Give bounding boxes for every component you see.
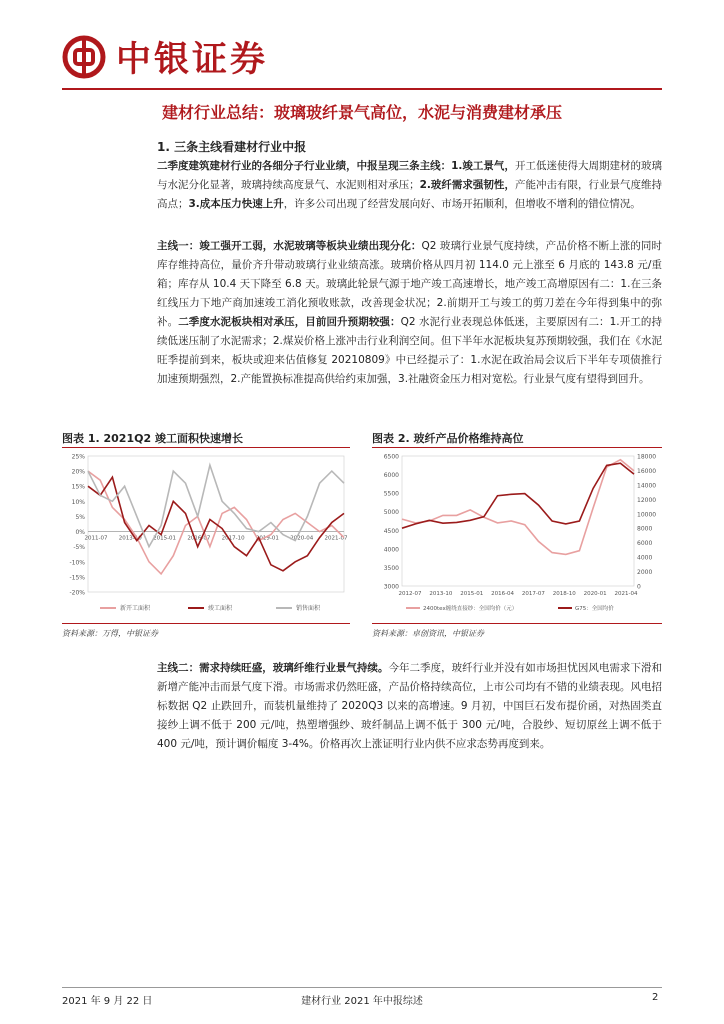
- x-tick-label: 2021-07: [324, 535, 348, 542]
- y-tick-label: 15%: [71, 483, 85, 491]
- figure2-title: 图表 2. 玻纤产品价格维持高位: [372, 432, 524, 445]
- y-tick-label: 10%: [71, 498, 85, 506]
- header-divider: [62, 88, 662, 90]
- y-right-tick-label: 10000: [637, 511, 657, 519]
- y-tick-label: 0%: [75, 529, 85, 537]
- legend-label: 2400tex缠绕直接纱：全国均价（元）: [423, 606, 518, 612]
- y-right-tick-label: 6000: [637, 540, 653, 548]
- y-right-tick-label: 0: [637, 583, 641, 591]
- y-left-tick-label: 3500: [383, 564, 399, 572]
- figure1-chart: [62, 450, 352, 618]
- figure2-chart: [372, 450, 664, 618]
- x-tick-label: 2017-07: [521, 591, 545, 597]
- figure2-bottom-rule: [372, 623, 662, 624]
- x-tick-label: 2012-07: [398, 591, 422, 597]
- page-number: 2: [652, 992, 659, 1003]
- paragraph-mainline-two: 主线二：需求持续旺盛，玻璃纤维行业景气持续。今年二季度，玻纤行业并没有如市场担忧因风电需求下滑和新增产能冲击而景气度下滑。市场需求仍然旺盛，产品价格持续高位，上市公司均有不错的业绩表现。风电招标数据 Q2 止跌回升，而装机量维持了 2020Q3 以来的高增速。9 月初，中国巨石发布提价函，对热固类直接纱上调不低于 200 元/吨，热塑增强纱、玻纤制品上调不低于 300 元/吨，合股纱、短切原丝上调不低于 400 元/吨，预计调价幅度 3-4%。价格再次上涨证明行业内供不应求态势再度到来。: [157, 662, 662, 750]
- y-left-tick-label: 4000: [383, 546, 399, 554]
- y-tick-label: -20%: [69, 589, 85, 597]
- footer-date: 2021 年 9 月 22 日: [62, 996, 153, 1007]
- x-tick-label: 2011-07: [84, 535, 108, 542]
- x-tick-label: 2021-04: [614, 591, 638, 597]
- y-left-tick-label: 5500: [383, 490, 399, 498]
- plot-frame: [402, 456, 634, 586]
- y-right-tick-label: 12000: [637, 496, 657, 504]
- series-line-3: [88, 465, 344, 547]
- y-left-tick-label: 6000: [383, 472, 399, 480]
- figure1-title: 图表 1. 2021Q2 竣工面积快速增长: [62, 432, 243, 445]
- y-left-tick-label: 5000: [383, 509, 399, 517]
- x-tick-label: 2016-07: [187, 535, 211, 542]
- y-right-tick-label: 18000: [637, 453, 657, 461]
- y-tick-label: 5%: [75, 513, 85, 521]
- x-tick-label: 2019-01: [255, 535, 279, 542]
- y-right-tick-label: 8000: [637, 525, 653, 533]
- figure2-rule: [372, 447, 662, 448]
- legend-label: 销售面积: [296, 605, 321, 612]
- brand-logo: [62, 32, 268, 82]
- figure1-bottom-rule: [62, 623, 350, 624]
- legend-label: 新开工面积: [120, 605, 151, 612]
- x-tick-label: 2020-04: [290, 535, 314, 542]
- x-tick-label: 2016-04: [491, 591, 515, 597]
- y-left-tick-label: 3000: [383, 583, 399, 591]
- x-tick-label: 2017-10: [221, 535, 245, 542]
- y-right-tick-label: 16000: [637, 467, 657, 475]
- x-tick-label: 2020-01: [583, 591, 607, 597]
- x-tick-label: 2013-10: [118, 535, 142, 542]
- x-tick-label: 2018-10: [552, 591, 576, 597]
- y-left-tick-label: 4500: [383, 527, 399, 535]
- figure1-source: 资料来源：万得，中银证券: [62, 629, 158, 638]
- y-tick-label: -10%: [69, 559, 85, 567]
- y-tick-label: -5%: [73, 544, 85, 552]
- y-right-tick-label: 14000: [637, 482, 657, 490]
- y-right-tick-label: 4000: [637, 554, 653, 562]
- figure1-rule: [62, 447, 350, 448]
- page-title: 建材行业总结：玻璃玻纤景气高位，水泥与消费建材承压: [161, 103, 562, 122]
- legend-label: G75：全国均价: [575, 606, 614, 612]
- y-right-tick-label: 2000: [637, 569, 653, 577]
- x-tick-label: 2015-01: [153, 535, 177, 542]
- x-tick-label: 2013-10: [429, 591, 453, 597]
- bank-of-china-logo-icon: [62, 35, 106, 79]
- y-left-tick-label: 6500: [383, 453, 399, 461]
- legend-label: 竣工面积: [208, 605, 233, 612]
- paragraph-summary: 二季度建筑建材行业的各细分子行业业绩，中报呈现三条主线：1.竣工景气，开工低迷使得大周期建材的玻璃与水泥分化显著，玻璃持续高度景气、水泥则相对承压；2.玻纤需求强韧性，产能冲击有限，行业景气度维持高点；3.成本压力快速上升，许多公司出现了经营发展向好、市场开拓顺利，但增收不增利的错位情况。: [157, 160, 663, 210]
- y-tick-label: 25%: [71, 453, 85, 461]
- paragraph-mainline-one: 主线一：竣工强开工弱，水泥玻璃等板块业绩出现分化：Q2 玻璃行业景气度持续，产品价格不断上涨的同时库存维持高位，量价齐升带动玻璃行业业绩高涨。玻璃价格从四月初 114.0 元上涨至 6 月底的 143.8 元/重箱；库存从 10.4 天下降至 6.8 天。玻璃此轮景气源于地产竣工高速增长，地产竣工高增原因有二：1.在三条红线压力下地产商加速竣工消化预收账款，改善现金状况；2.前期开工与竣工的剪刀差在今年得到集中的弥补。二季度水泥板块相对承压，目前回升预期较强：Q2 水泥行业表现总体低迷，主要原因有二：1.开工的持续低迷压制了水泥需求；2.煤炭价格上涨冲击行业利润空间。但下半年水泥板块复苏预期较强，我们在《水泥旺季提前到来，板块或迎来估值修复 20210809》中已经提示了：1.水泥在政治局会议后下半年专项债推行加速预期强烈，2.产能置换标准提高供给约束加强，3.社融资金压力相对宽松。行业景气度有望得到回升。: [157, 240, 663, 385]
- series-line-1: [88, 471, 344, 574]
- brand-name: 中银证券: [116, 39, 269, 80]
- series-line-1: [402, 460, 634, 555]
- footer-report-name: 建材行业 2021 年中报综述: [301, 996, 423, 1007]
- x-tick-label: 2015-01: [460, 591, 484, 597]
- section-heading: 1. 三条主线看建材行业中报: [157, 140, 307, 154]
- y-tick-label: -15%: [69, 574, 85, 582]
- footer-divider: [62, 987, 662, 988]
- figure2-source: 资料来源：卓创资讯，中银证券: [372, 629, 484, 638]
- y-tick-label: 20%: [71, 468, 85, 476]
